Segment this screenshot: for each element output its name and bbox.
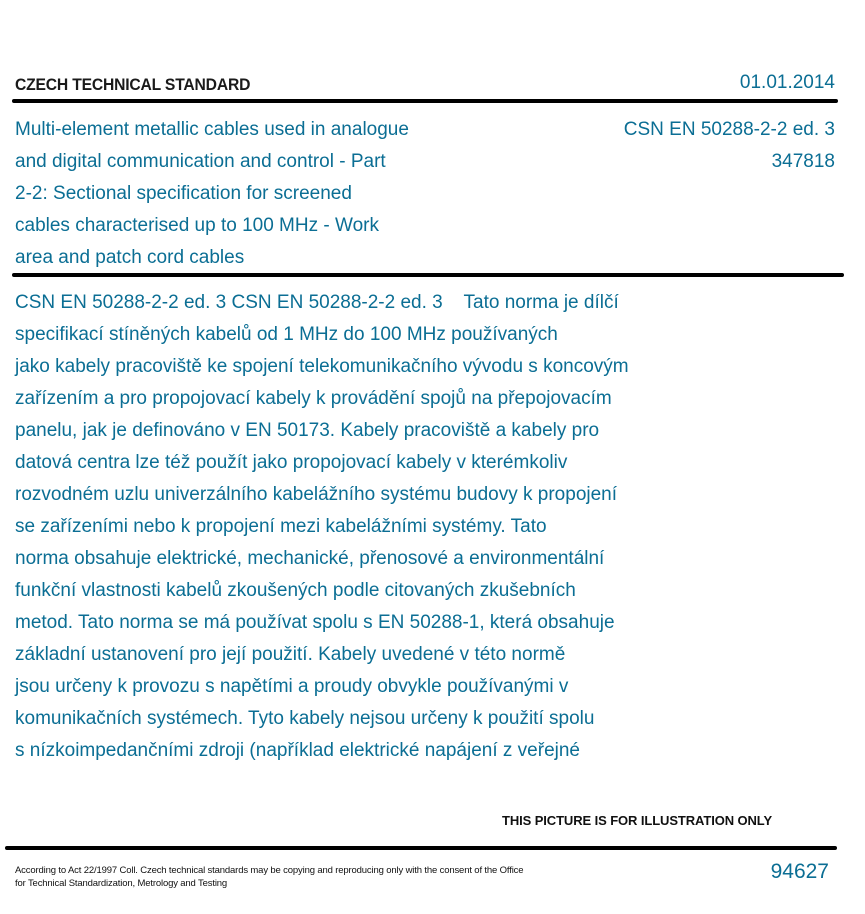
abstract-line: jsou určeny k provozu s napětími a proudy obvykle používanými v (15, 676, 569, 697)
abstract-line: datová centra lze též použít jako propojovací kabely v kterémkoliv (15, 452, 568, 473)
abstract-line: se zařízeními nebo k propojení mezi kabelážními systémy. Tato (15, 516, 547, 537)
abstract-line: CSN EN 50288-2-2 ed. 3 CSN EN 50288-2-2 ed. 3 Tato norma je dílčí (15, 292, 619, 313)
title-line: area and patch cord cables (15, 247, 245, 268)
title-line: Multi-element metallic cables used in analogue (15, 119, 409, 140)
abstract-line: základní ustanovení pro její použití. Kabely uvedené v této normě (15, 644, 566, 665)
abstract-line: komunikačních systémech. Tyto kabely nejsou určeny k použití spolu (15, 708, 595, 729)
legal-notice-line: According to Act 22/1997 Coll. Czech technical standards may be copying and reproducing only with the consent of the Office (15, 865, 524, 876)
abstract-line: zařízením a pro propojovací kabely k provádění spojů na přepojovacím (15, 388, 612, 409)
standard-title (15, 114, 485, 274)
legal-notice-line: for Technical Standardization, Metrology and Testing (15, 878, 228, 889)
title-line: 2-2: Sectional specification for screened (15, 183, 352, 204)
title-divider (12, 273, 844, 277)
abstract-line: jako kabely pracoviště ke spojení telekomunikačního vývodu s koncovým (15, 356, 629, 377)
abstract-line: norma obsahuje elektrické, mechanické, přenosové a environmentální (15, 548, 605, 569)
abstract-line: specifikací stíněných kabelů od 1 MHz do 100 MHz používaných (15, 324, 558, 345)
publication-date: 01.01.2014 (739, 72, 835, 93)
title-line: cables characterised up to 100 MHz - Work (15, 215, 379, 236)
standard-identifier (624, 114, 835, 178)
footer-divider (5, 846, 837, 850)
page-number: 94627 (770, 860, 829, 883)
document-type-label: CZECH TECHNICAL STANDARD (15, 76, 251, 94)
standard-code: CSN EN 50288-2-2 ed. 3 (623, 119, 835, 140)
title-line: and digital communication and control - Part (15, 151, 386, 172)
abstract-line: funkční vlastnosti kabelů zkoušených podle citovaných zkušebních (15, 580, 576, 601)
header-divider (12, 99, 838, 103)
abstract-line: s nízkoimpedančními zdroji (například elektrické napájení z veřejné (15, 740, 580, 761)
abstract-line: metod. Tato norma se má používat spolu s EN 50288-1, která obsahuje (15, 612, 615, 633)
abstract-line: panelu, jak je definováno v EN 50173. Kabely pracoviště a kabely pro (15, 420, 600, 441)
legal-notice (15, 864, 523, 890)
illustration-notice: THIS PICTURE IS FOR ILLUSTRATION ONLY (502, 813, 773, 828)
standard-abstract (15, 287, 735, 767)
abstract-line: rozvodném uzlu univerzálního kabelážního systému budovy k propojení (15, 484, 618, 505)
catalog-number: 347818 (771, 151, 835, 172)
